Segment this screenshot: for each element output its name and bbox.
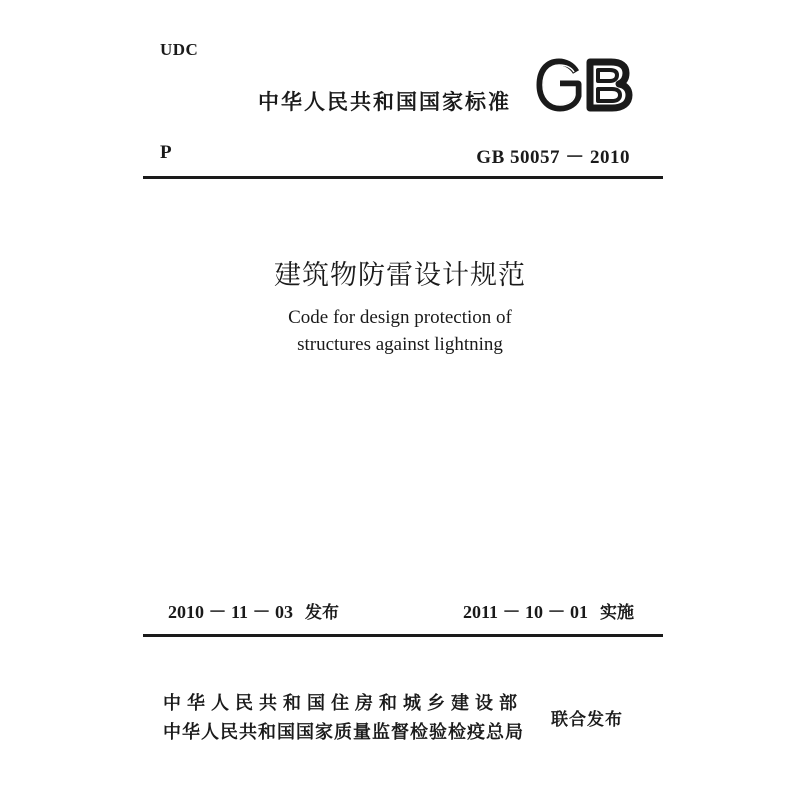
issuer-quality-supervision: 中华人民共和国国家质量监督检验检疫总局 [163, 722, 524, 743]
joint-issue-label: 联合发布 [551, 710, 623, 730]
issue-label: 发布 [305, 603, 340, 623]
implementation-date: 2011 － 10 － 01 [463, 602, 589, 622]
title-chinese: 建筑物防雷设计规范 [274, 260, 526, 291]
title-english-line-1: Code for design protection of [288, 307, 512, 328]
implementation-label: 实施 [600, 603, 635, 623]
issue-date: 2010 － 11 － 03 [168, 602, 294, 622]
title-english [0, 304, 800, 358]
title-english-line-2: structures against lightning [297, 334, 503, 355]
bottom-divider [143, 634, 663, 637]
issue-date-block [168, 598, 339, 624]
udc-label: UDC [160, 40, 199, 59]
gb-logo-icon [536, 58, 634, 112]
national-standard-heading: 中华人民共和国国家标准 [258, 90, 511, 114]
implementation-date-block [463, 598, 634, 624]
top-divider [143, 176, 663, 179]
standard-number: GB 50057 － 2010 [476, 147, 630, 168]
issuer-ministry-housing: 中华人民共和国住房和城乡建设部 [163, 693, 523, 714]
category-code: P [160, 142, 172, 163]
